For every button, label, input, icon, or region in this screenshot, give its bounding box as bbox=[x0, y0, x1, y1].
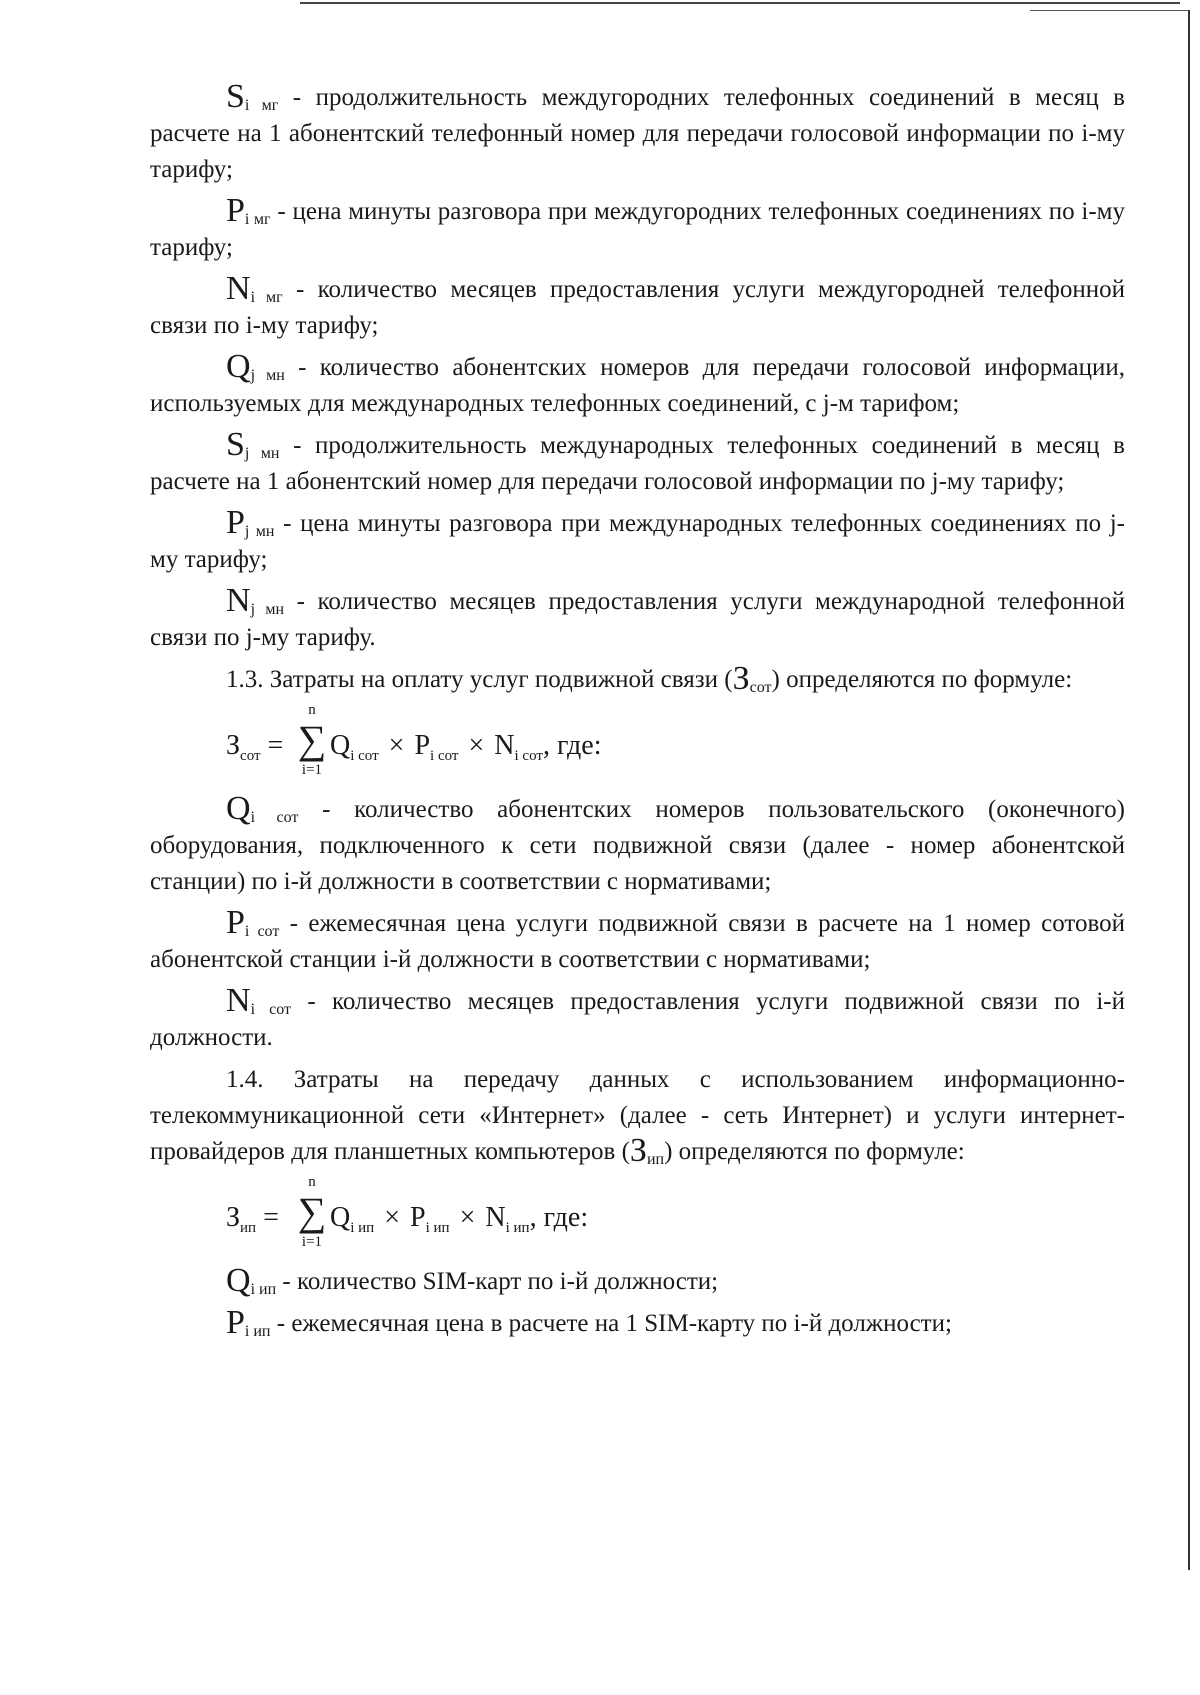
variable-symbol: S bbox=[226, 426, 245, 463]
variable-subscript: i ип bbox=[244, 1323, 271, 1340]
definition-text: - продолжительность международных телефонных соединений в месяц в расчете на 1 абонентский номер для передачи голосовой информации по j-му тарифу; bbox=[150, 432, 1125, 495]
variable-subscript: j мн bbox=[250, 367, 285, 384]
variable-symbol: P bbox=[226, 904, 245, 941]
variable-symbol: P bbox=[226, 504, 245, 541]
variable-subscript: i мг bbox=[244, 211, 271, 228]
definition-text: - количество SIM-карт по i-й должности; bbox=[276, 1268, 719, 1295]
formula-1-4 bbox=[226, 1176, 1125, 1254]
section-1-4-intro bbox=[150, 1062, 1125, 1170]
sigma-symbol: ∑ bbox=[297, 1189, 327, 1234]
section-text: ) определяются по формуле: bbox=[664, 1138, 965, 1165]
definition-p-i-mg bbox=[150, 194, 1125, 266]
variable-subscript: j мн bbox=[244, 445, 280, 462]
definition-n-i-sot bbox=[150, 984, 1125, 1056]
definition-s-j-mn bbox=[150, 428, 1125, 500]
definition-text: - количество абонентских номеров для передачи голосовой информации, используемых для международных телефонных соединений, с j-м тарифом; bbox=[150, 354, 1125, 417]
variable-symbol: Q bbox=[226, 790, 251, 827]
definition-text: - ежемесячная цена услуги подвижной связи в расчете на 1 номер сотовой абонентской станции i-й должности в соответствии с нормативами; bbox=[150, 910, 1125, 973]
variable-symbol: P bbox=[226, 1304, 245, 1341]
formula-rhs: $Q_{i сот} \times P_{i сот} \times N_{i сот}$, где: bbox=[330, 730, 602, 764]
variable-symbol: N bbox=[226, 270, 251, 307]
document-page bbox=[150, 80, 1125, 1348]
sum-operator bbox=[292, 704, 332, 782]
variable-symbol: N bbox=[226, 582, 251, 619]
variable-subscript: j мн bbox=[250, 601, 285, 618]
variable-subscript: i сот bbox=[244, 923, 280, 940]
section-text: 1.4. Затраты на передачу данных с использованием информационно-телекоммуникационной сети «Интернет» (далее - сеть Интернет) и услуги интернет-провайдеров для планшетных компьютеров ( bbox=[150, 1066, 1125, 1165]
definition-q-i-sot bbox=[150, 792, 1125, 900]
definition-text: - количество месяцев предоставления услуги международной телефонной связи по j-му тарифу. bbox=[150, 588, 1125, 651]
variable-subscript: i сот bbox=[250, 809, 299, 826]
definition-s-i-mg bbox=[150, 80, 1125, 188]
variable-symbol: Q bbox=[226, 348, 251, 385]
variable-subscript: i ип bbox=[250, 1281, 277, 1298]
variable-symbol: N bbox=[226, 982, 251, 1019]
scan-edge-top-secondary bbox=[1030, 10, 1190, 11]
scan-edge-right bbox=[1188, 10, 1190, 1570]
definition-text: - цена минуты разговора при междугородних телефонных соединениях по i-му тарифу; bbox=[150, 198, 1125, 261]
sigma-symbol: ∑ bbox=[297, 717, 327, 762]
formula-rhs: $Q_{i ип} \times P_{i ип} \times N_{i ип}$, где: bbox=[330, 1202, 589, 1236]
variable-subscript: i сот bbox=[250, 1001, 291, 1018]
definition-p-i-sot bbox=[150, 906, 1125, 978]
formula-lhs: $З_{сот}$ = bbox=[226, 730, 284, 764]
variable-symbol: Q bbox=[226, 1262, 251, 1299]
scan-edge-top bbox=[300, 2, 1180, 4]
variable-symbol: З bbox=[629, 1132, 647, 1169]
sum-lower-limit: i=1 bbox=[301, 762, 323, 778]
variable-subscript: сот bbox=[749, 679, 772, 696]
formula-1-3 bbox=[226, 704, 1125, 782]
sum-upper-limit: n bbox=[308, 1174, 316, 1190]
definition-text: - количество месяцев предоставления услуги подвижной связи по i-й должности. bbox=[150, 988, 1126, 1051]
definition-text: - ежемесячная цена в расчете на 1 SIM-карту по i-й должности; bbox=[270, 1310, 952, 1337]
definition-text: - продолжительность междугородних телефонных соединений в месяц в расчете на 1 абонентский телефонный номер для передачи голосовой информации по i-му тарифу; bbox=[150, 84, 1125, 183]
section-text: 1.3. Затраты на оплату услуг подвижной связи ( bbox=[226, 666, 733, 693]
sum-lower-limit: i=1 bbox=[301, 1234, 323, 1250]
formula-lhs: $З_{ип}$ = bbox=[226, 1202, 279, 1236]
definition-q-i-ip bbox=[150, 1264, 1125, 1300]
variable-subscript: ип bbox=[646, 1151, 665, 1168]
definition-q-j-mn bbox=[150, 350, 1125, 422]
sum-operator bbox=[292, 1176, 332, 1254]
variable-symbol: S bbox=[226, 78, 245, 115]
variable-symbol: P bbox=[226, 192, 245, 229]
variable-subscript: i мг bbox=[244, 97, 279, 114]
variable-subscript: j мн bbox=[244, 523, 275, 540]
definition-text: - количество абонентских номеров пользовательского (оконечного) оборудования, подключенного к сети подвижной связи (далее - номер абонентской станции) по i-й должности в соответствии с нормативами; bbox=[150, 796, 1125, 895]
variable-subscript: i мг bbox=[250, 289, 283, 306]
variable-symbol: З bbox=[732, 660, 750, 697]
definition-text: - количество месяцев предоставления услуги междугородней телефонной связи по i-му тарифу; bbox=[150, 276, 1125, 339]
definition-text: - цена минуты разговора при международных телефонных соединениях по j-му тарифу; bbox=[150, 510, 1126, 573]
section-1-3-intro bbox=[150, 662, 1125, 698]
definition-n-i-mg bbox=[150, 272, 1125, 344]
definition-n-j-mn bbox=[150, 584, 1125, 656]
section-text: ) определяются по формуле: bbox=[771, 666, 1073, 693]
sum-upper-limit: n bbox=[308, 702, 316, 718]
definition-p-j-mn bbox=[150, 506, 1125, 578]
definition-p-i-ip bbox=[150, 1306, 1125, 1342]
